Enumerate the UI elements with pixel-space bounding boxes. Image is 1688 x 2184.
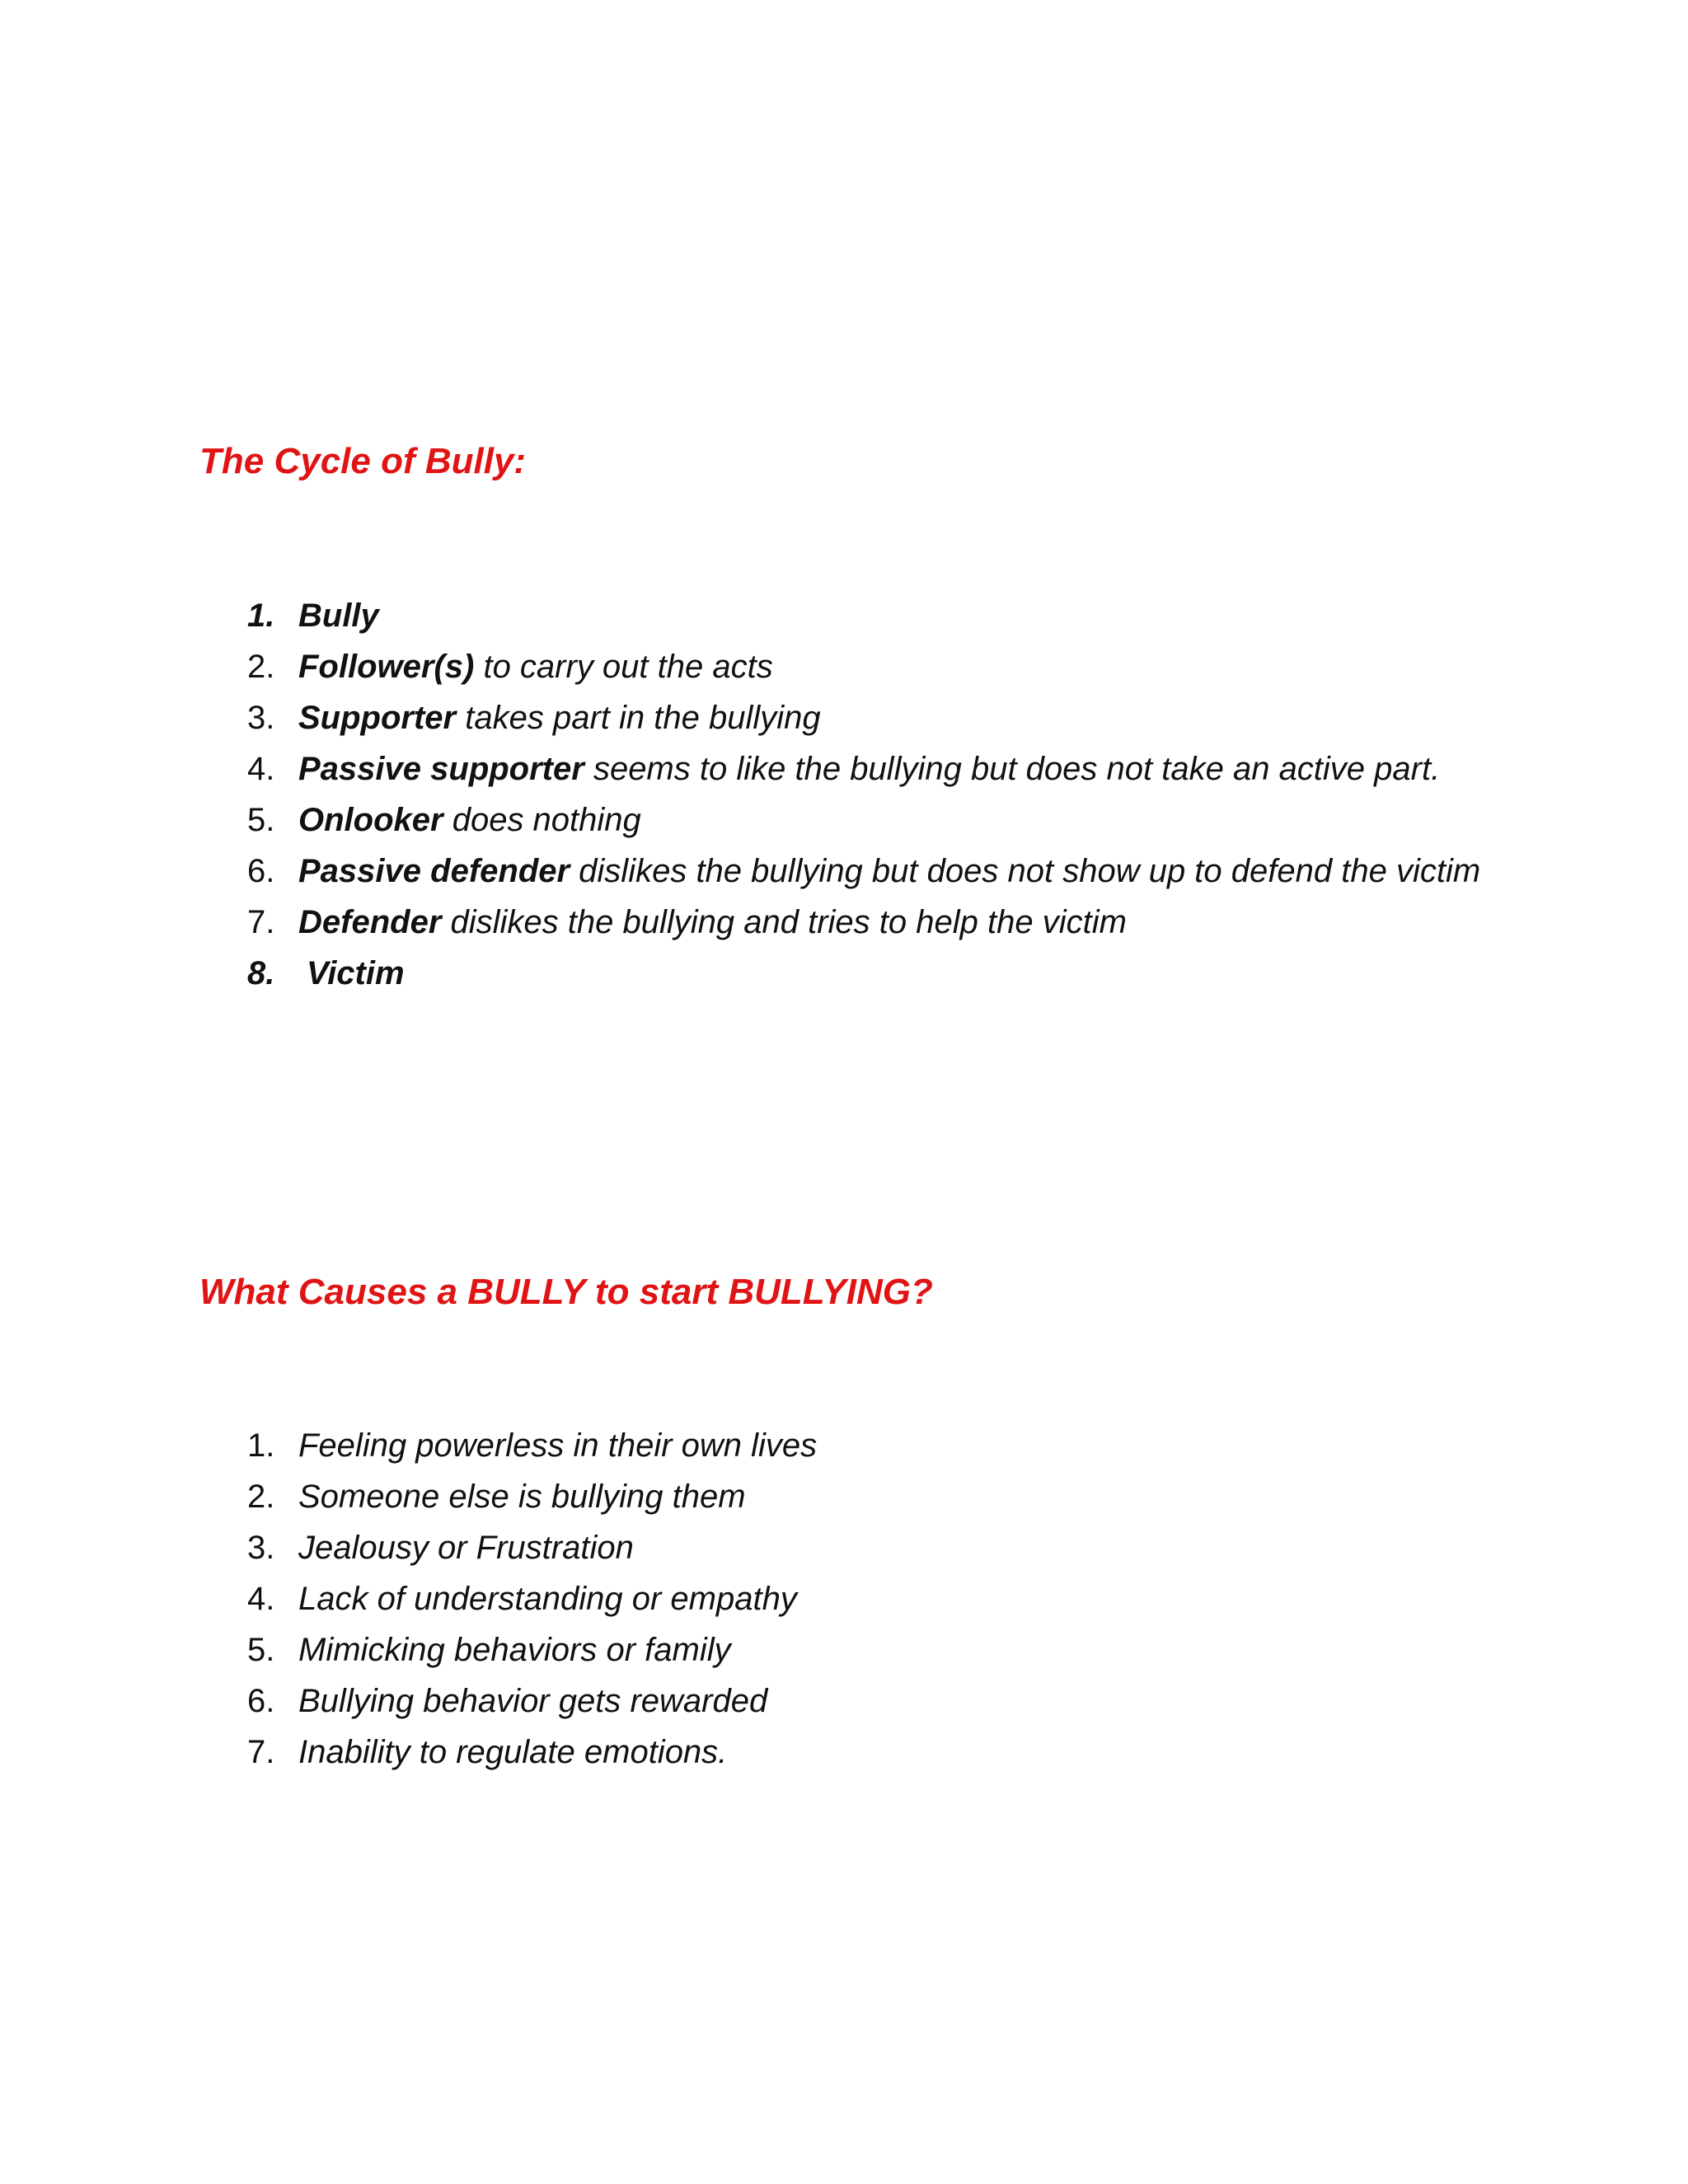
list-item-number: 4.	[247, 751, 275, 787]
list-item-number: 6.	[247, 1683, 275, 1719]
list-item-text: Bullying behavior gets rewarded	[298, 1683, 768, 1719]
list-item	[247, 1471, 1484, 1522]
list-item-text: Someone else is bullying them	[298, 1479, 746, 1515]
list-item-number: 2.	[247, 1479, 275, 1515]
list-item-number: 1.	[247, 1427, 275, 1464]
list-item	[247, 1675, 1484, 1727]
list-item-term: Defender	[298, 904, 442, 940]
list-item	[247, 692, 1484, 743]
list-item-term: Victim	[307, 955, 405, 991]
list-item-number: 8.	[247, 955, 275, 991]
list-item-term: Passive defender	[298, 853, 570, 889]
list-item-number: 3.	[247, 1530, 275, 1566]
list-item-text: Lack of understanding or empathy	[298, 1581, 797, 1617]
list-item-description: takes part in the bullying	[456, 700, 821, 736]
list-item	[247, 1522, 1484, 1573]
list-item-description: dislikes the bullying but does not show up to defend the victim	[570, 853, 1481, 889]
list-item	[247, 1727, 1484, 1778]
list-item-text: Jealousy or Frustration	[298, 1530, 634, 1566]
list-item-text: Mimicking behaviors or family	[298, 1632, 731, 1668]
list-item-number: 7.	[247, 904, 275, 940]
bully-causes-list	[247, 1420, 1484, 1778]
list-item-term: Passive supporter	[298, 751, 584, 787]
cycle-of-bully-heading: The Cycle of Bully:	[199, 441, 527, 481]
list-item-number: 6.	[247, 853, 275, 889]
list-item	[247, 846, 1484, 897]
list-item-description: seems to like the bullying but does not take an active part.	[584, 751, 1441, 787]
list-item-text: Inability to regulate emotions.	[298, 1734, 728, 1770]
list-item	[247, 743, 1484, 794]
list-item	[247, 641, 1484, 692]
list-item	[247, 590, 1484, 641]
list-item	[247, 1573, 1484, 1624]
list-item	[247, 794, 1484, 846]
list-item-term: Bully	[298, 598, 379, 634]
list-item-number: 7.	[247, 1734, 275, 1770]
list-item-description: to carry out the acts	[474, 649, 773, 685]
list-item-description: does nothing	[443, 802, 641, 838]
list-item-number: 5.	[247, 802, 275, 838]
list-item-number: 1.	[247, 598, 275, 634]
list-item	[247, 1624, 1484, 1675]
bully-causes-heading: What Causes a BULLY to start BULLYING?	[199, 1272, 933, 1312]
list-item-term: Onlooker	[298, 802, 443, 838]
list-item-description: dislikes the bullying and tries to help the victim	[441, 904, 1127, 940]
list-item-number: 3.	[247, 700, 275, 736]
list-item	[247, 1420, 1484, 1471]
list-item	[247, 948, 1484, 999]
cycle-of-bully-list	[247, 590, 1484, 999]
list-item-term: Supporter	[298, 700, 457, 736]
list-item-number: 2.	[247, 649, 275, 685]
list-item-number: 5.	[247, 1632, 275, 1668]
list-item-term: Follower(s)	[298, 649, 475, 685]
list-item-text: Feeling powerless in their own lives	[298, 1427, 818, 1464]
list-item-number: 4.	[247, 1581, 275, 1617]
list-item	[247, 897, 1484, 948]
